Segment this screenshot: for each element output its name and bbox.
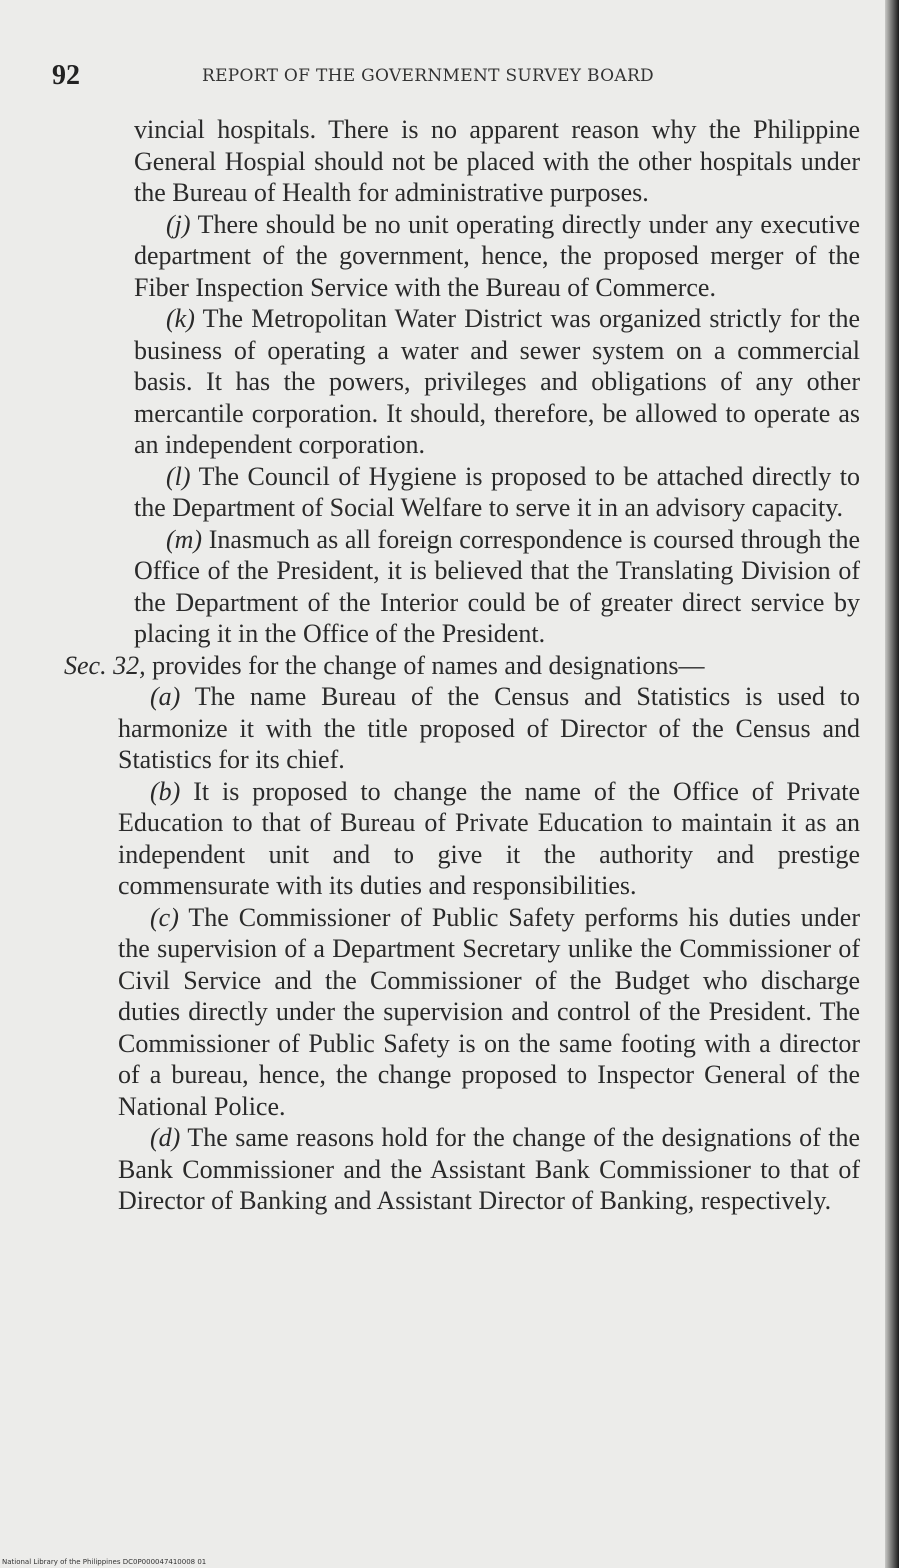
paragraph-letter: (l) (166, 461, 191, 491)
paragraph-a (118, 681, 860, 776)
paragraph-letter: (b) (150, 776, 181, 806)
paragraph-text: The Commissioner of Public Safety performs his duties under the supervision of a Department Secretary unlike the Commissioner of Civil Service and the Commissioner of the Budget who discharge duties directly under the supervision and control of the President. The Commissioner of Public Safety is on the same footing with a director of a bureau, hence, the change proposed to Inspector General of the National Police. (118, 902, 860, 1121)
paragraph-k (134, 303, 860, 461)
paragraph-text: Inasmuch as all foreign correspondence is coursed through the Office of the President, it is believed that the Translating Division of the Department of the Interior could be of greater direct service by placing it in the Office of the President. (134, 524, 860, 648)
page-header (52, 60, 852, 94)
paragraph-text: There should be no unit operating directly under any executive department of the government, hence, the proposed merger of the Fiber Inspection Service with the Bureau of Commerce. (134, 209, 860, 302)
page-edge-shadow (885, 0, 899, 1568)
paragraph-text: The same reasons hold for the change of the designations of the Bank Commissioner and the Assistant Bank Commissioner to that of Director of Banking and Assistant Director of Banking, respectively. (118, 1123, 860, 1215)
scan-footer: National Library of the Philippines DC0P000047410008 01 (2, 1558, 207, 1566)
paragraph-letter: (j) (166, 209, 191, 239)
paragraph-letter: (d) (150, 1123, 181, 1152)
paragraph-text: The Metropolitan Water District was organized strictly for the business of operating a water and sewer system on a commercial basis. It has the powers, privileges and obligations of any other mercantile corporation. It should, therefore, be allowed to operate as an independent corporation. (134, 304, 860, 459)
paragraph-text: vincial hospitals. There is no apparent reason why the Philippine General Hospial should not be placed with the other hospitals under the Bureau of Health for administrative purposes. (134, 115, 860, 207)
continuation-block (64, 114, 864, 650)
paragraph-l (134, 461, 860, 524)
paragraph-text: It is proposed to change the name of the Office of Private Education to that of Bureau of Private Education to maintain it as an independent unit and to give it the authority and prestige commensurate with its duties and responsibilities. (118, 776, 860, 900)
section-block (64, 681, 864, 1217)
section-text: provides for the change of names and designations— (145, 650, 705, 680)
paragraph-letter: (m) (166, 524, 203, 554)
paragraph-letter: (k) (166, 304, 195, 333)
paragraph-d (118, 1122, 860, 1217)
paragraph-text: The Council of Hygiene is proposed to be attached directly to the Department of Social Welfare to serve it in an advisory capacity. (134, 461, 860, 522)
body-text (64, 114, 864, 1514)
paragraph-letter: (c) (150, 902, 179, 932)
paragraph-c (118, 902, 860, 1123)
paragraph-text: The name Bureau of the Census and Statistics is used to harmonize it with the title proposed of Director of the Census and Statistics for its chief. (118, 682, 860, 774)
paragraph-m (134, 524, 860, 650)
paragraph-continuation (134, 114, 860, 209)
paragraph-b (118, 776, 860, 902)
running-head: REPORT OF THE GOVERNMENT SURVEY BOARD (202, 66, 654, 86)
section-heading (64, 650, 864, 682)
section-label: Sec. 32, (64, 650, 146, 680)
page-number: 92 (52, 60, 80, 91)
paragraph-j (134, 209, 860, 304)
paragraph-letter: (a) (150, 682, 181, 711)
